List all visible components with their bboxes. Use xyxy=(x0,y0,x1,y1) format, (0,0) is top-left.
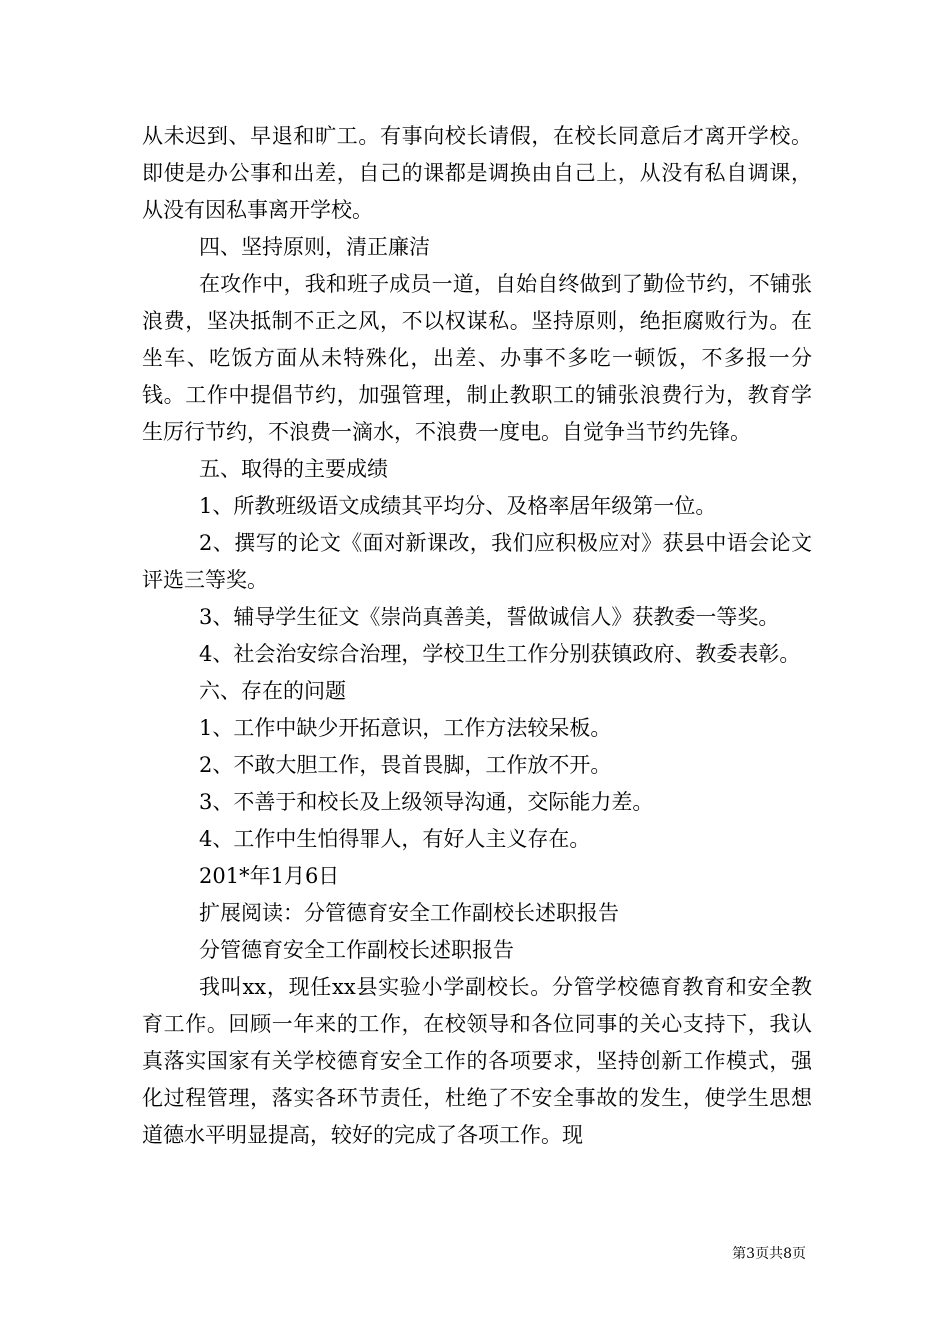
paragraph-continuation: 从未迟到、早退和旷工。有事向校长请假，在校长同意后才离开学校。即使是办公事和出差，自己的课都是调换由自己上，从没有私自调课，从没有因私事离开学校。 xyxy=(142,124,812,222)
page-number: 第3页共8页 xyxy=(732,1246,806,1262)
achievement-item: 1、所教班级语文成绩其平均分、及格率居年级第一位。 xyxy=(199,494,717,518)
problem-item: 1、工作中缺少开拓意识，工作方法较呆板。 xyxy=(199,716,612,740)
problem-item: 2、不敢大胆工作，畏首畏脚，工作放不开。 xyxy=(199,753,612,777)
achievement-item: 2、撰写的论文《面对新课改，我们应积极应对》获县中语会论文评选三等奖。 xyxy=(142,531,812,592)
achievement-item: 4、社会治安综合治理，学校卫生工作分别获镇政府、教委表彰。 xyxy=(199,642,801,666)
problem-item: 4、工作中生怕得罪人，有好人主义存在。 xyxy=(199,827,591,851)
paragraph-introduction: 我叫xx，现任xx县实验小学副校长。分管学校德育教育和安全教育工作。回顾一年来的工作，在校领导和各位同事的关心支持下，我认真落实国家有关学校德育安全工作的各项要求，坚持创新工作模式，强化过程管理，落实各环节责任，杜绝了不安全事故的发生，使学生思想道德水平明显提高，较好的完成了各项工作。现 xyxy=(142,975,812,1147)
extended-reading-line: 扩展阅读：分管德育安全工作副校长述职报告 xyxy=(199,901,619,925)
paragraph-thrift: 在攻作中，我和班子成员一道，自始自终做到了勤俭节约，不铺张浪费，坚决抵制不正之风，不以权谋私。坚持原则，绝拒腐败行为。在坐车、吃饭方面从未特殊化，出差、办事不多吃一顿饭，不多报一分钱。工作中提倡节约，加强管理，制止教职工的铺张浪费行为，教育学生厉行节约，不浪费一滴水，不浪费一度电。自觉争当节约先锋。 xyxy=(142,272,812,444)
section-heading-achievements: 五、取得的主要成绩 xyxy=(199,457,388,481)
date-line: 201*年1月6日 xyxy=(199,864,340,888)
report-title: 分管德育安全工作副校长述职报告 xyxy=(199,938,514,962)
achievement-item: 3、辅导学生征文《崇尚真善美，誓做诚信人》获教委一等奖。 xyxy=(199,605,780,629)
problem-item: 3、不善于和校长及上级领导沟通，交际能力差。 xyxy=(199,790,654,814)
section-heading-principles: 四、坚持原则，清正廉洁 xyxy=(199,235,430,259)
body-text xyxy=(142,118,812,1154)
section-heading-problems: 六、存在的问题 xyxy=(199,679,346,703)
